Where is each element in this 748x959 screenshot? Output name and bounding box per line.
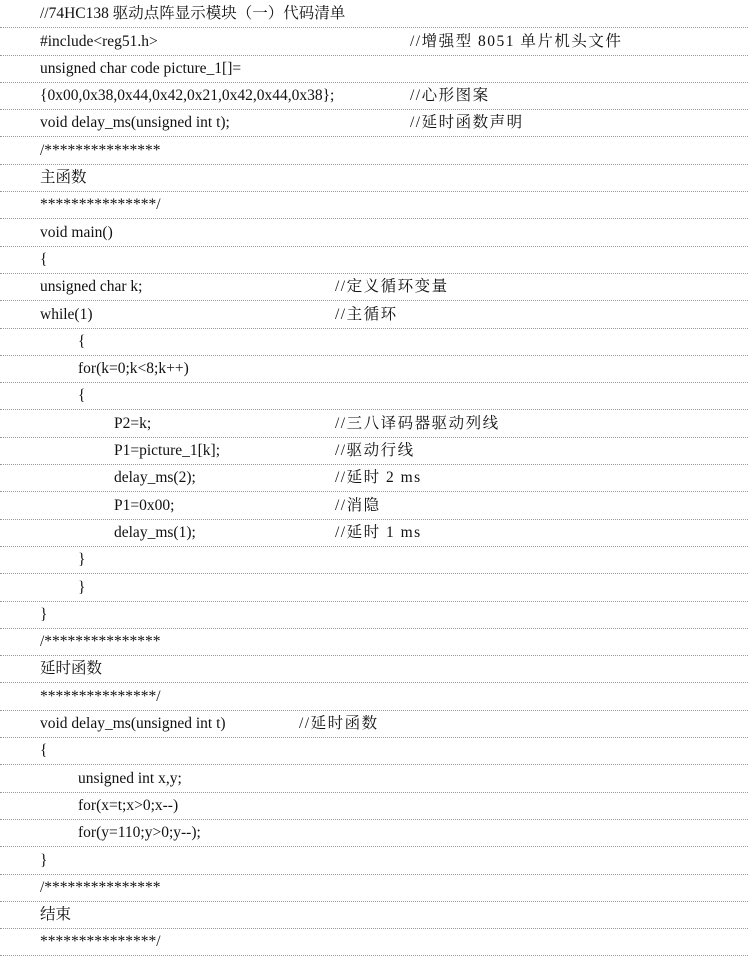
code-line: [0, 438, 748, 465]
code-line: [0, 902, 748, 929]
code-line: [0, 138, 748, 165]
code-comment: //延时函数声明: [410, 114, 524, 132]
code-line: [0, 56, 748, 83]
code-comment: //主循环: [335, 305, 398, 323]
code-text: ***************/: [40, 687, 161, 705]
code-text: #include<reg51.h>: [40, 32, 158, 50]
code-line: [0, 492, 748, 519]
code-text: }: [78, 578, 86, 596]
code-line: [0, 656, 748, 683]
code-line: [0, 520, 748, 547]
code-text: 结束: [40, 906, 72, 924]
code-line: [0, 110, 748, 137]
code-line: [0, 165, 748, 192]
code-text: delay_ms(2);: [114, 469, 196, 487]
code-text: /***************: [40, 141, 161, 159]
code-comment: //三八译码器驱动列线: [335, 414, 500, 432]
code-line: [0, 574, 748, 601]
code-text: }: [78, 551, 86, 569]
code-line: [0, 684, 748, 711]
code-line: [0, 793, 748, 820]
code-text: }: [40, 851, 48, 869]
code-line: [0, 28, 748, 55]
code-line: [0, 383, 748, 410]
code-line: [0, 875, 748, 902]
code-text: void delay_ms(unsigned int t): [40, 715, 226, 733]
code-text: 主函数: [40, 169, 87, 187]
code-text: delay_ms(1);: [114, 523, 196, 541]
code-line: [0, 356, 748, 383]
code-text: unsigned char code picture_1[]=: [40, 59, 242, 77]
code-text: P1=picture_1[k];: [114, 442, 221, 460]
code-text: void main(): [40, 223, 113, 241]
code-line: [0, 329, 748, 356]
code-text: for(k=0;k<8;k++): [78, 360, 189, 378]
code-line: [0, 629, 748, 656]
code-line: [0, 83, 748, 110]
code-line: [0, 929, 748, 956]
code-line: [0, 465, 748, 492]
code-comment: //延时 2 ms: [335, 469, 422, 487]
code-text: 延时函数: [40, 660, 103, 678]
code-text: ***************/: [40, 933, 161, 951]
code-text: {: [78, 332, 86, 350]
code-text: {: [40, 742, 48, 760]
code-text: //74HC138 驱动点阵显示模块（一）代码清单: [40, 5, 346, 23]
code-comment: //心形图案: [410, 87, 490, 105]
code-line: [0, 274, 748, 301]
code-text: /***************: [40, 633, 161, 651]
code-text: while(1): [40, 305, 93, 323]
code-line: [0, 847, 748, 874]
code-text: }: [40, 605, 48, 623]
code-text: for(y=110;y>0;y--);: [78, 824, 201, 842]
code-comment: //延时 1 ms: [335, 523, 422, 541]
code-line: [0, 765, 748, 792]
code-line: [0, 411, 748, 438]
code-line: [0, 738, 748, 765]
code-line: [0, 301, 748, 328]
code-text: unsigned char k;: [40, 278, 143, 296]
code-line: [0, 711, 748, 738]
code-text: {0x00,0x38,0x44,0x42,0x21,0x42,0x44,0x38};: [40, 87, 335, 105]
code-line: [0, 219, 748, 246]
code-line: [0, 247, 748, 274]
code-comment: //驱动行线: [335, 442, 415, 460]
code-text: {: [78, 387, 86, 405]
code-line: [0, 547, 748, 574]
code-text: P2=k;: [114, 414, 152, 432]
code-line: [0, 820, 748, 847]
code-text: P1=0x00;: [114, 496, 175, 514]
code-line: [0, 602, 748, 629]
code-text: ***************/: [40, 196, 161, 214]
code-text: {: [40, 250, 48, 268]
code-comment: //增强型 8051 单片机头文件: [410, 32, 623, 50]
code-comment: //延时函数: [299, 715, 379, 733]
code-comment: //消隐: [335, 496, 381, 514]
code-text: unsigned int x,y;: [78, 769, 182, 787]
code-comment: //定义循环变量: [335, 278, 449, 296]
code-text: for(x=t;x>0;x--): [78, 796, 179, 814]
code-text: /***************: [40, 878, 161, 896]
code-text: void delay_ms(unsigned int t);: [40, 114, 230, 132]
code-line: [0, 1, 748, 28]
code-line: [0, 192, 748, 219]
